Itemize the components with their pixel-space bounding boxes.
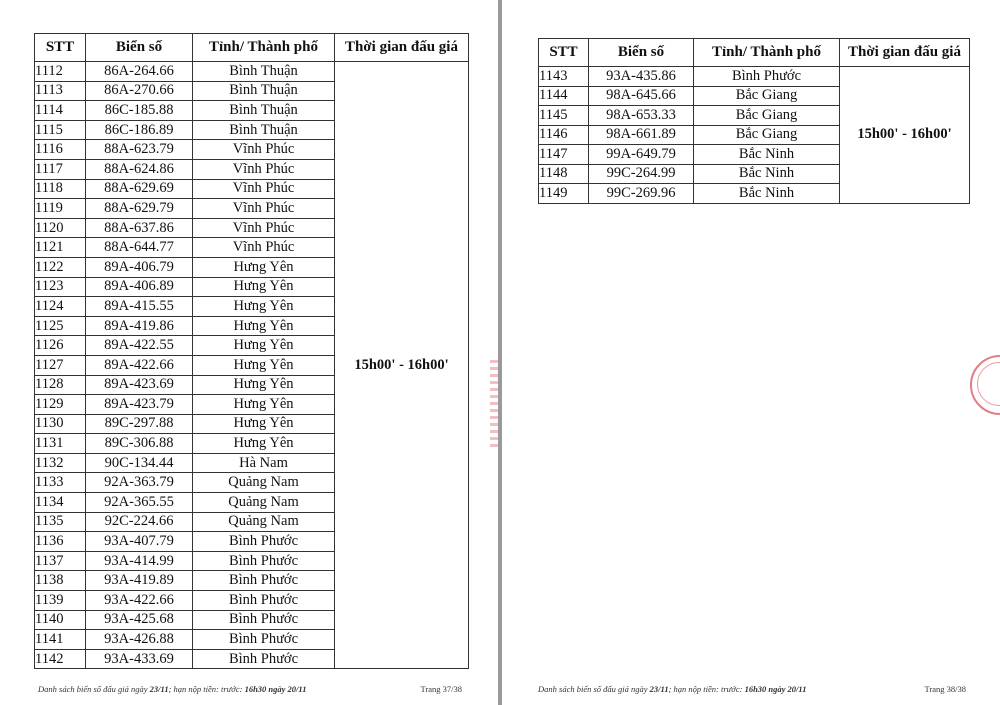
row-province: Bình Thuận	[193, 81, 335, 101]
row-province: Bình Phước	[193, 610, 335, 630]
header-stt: STT	[35, 34, 86, 62]
row-province: Hưng Yên	[193, 277, 335, 297]
row-stt: 1130	[35, 414, 86, 434]
table-header-row	[35, 34, 469, 62]
row-plate: 99C-269.96	[589, 184, 694, 204]
row-province: Bình Thuận	[193, 120, 335, 140]
row-plate: 93A-422.66	[86, 591, 193, 611]
row-stt: 1140	[35, 610, 86, 630]
row-province: Vĩnh Phúc	[193, 159, 335, 179]
row-province: Bình Phước	[193, 551, 335, 571]
row-stt: 1146	[539, 125, 589, 145]
row-stt: 1149	[539, 184, 589, 204]
row-province: Bắc Giang	[694, 125, 840, 145]
table-row	[35, 62, 469, 82]
row-province: Hưng Yên	[193, 375, 335, 395]
footer-note: Danh sách biển số đấu giá ngày 23/11; hạn nộp tiền: trước: 16h30 ngày 20/11	[38, 684, 307, 694]
row-province: Hưng Yên	[193, 355, 335, 375]
row-province: Hưng Yên	[193, 434, 335, 454]
row-stt: 1143	[539, 67, 589, 87]
row-stt: 1148	[539, 164, 589, 184]
row-plate: 93A-425.68	[86, 610, 193, 630]
row-stt: 1136	[35, 532, 86, 552]
row-province: Quảng Nam	[193, 473, 335, 493]
row-plate: 89A-406.79	[86, 257, 193, 277]
row-plate: 89A-422.66	[86, 355, 193, 375]
header-province: Tỉnh/ Thành phố	[193, 34, 335, 62]
row-province: Bình Phước	[193, 649, 335, 669]
row-province: Bắc Ninh	[694, 164, 840, 184]
row-stt: 1112	[35, 62, 86, 82]
row-province: Bình Phước	[694, 67, 840, 87]
row-stt: 1138	[35, 571, 86, 591]
footer-auction-date: 23/11	[649, 684, 669, 694]
row-plate: 92C-224.66	[86, 512, 193, 532]
row-stt: 1117	[35, 159, 86, 179]
plate-table-page-38	[538, 38, 970, 204]
row-plate: 89A-423.79	[86, 395, 193, 415]
row-province: Hưng Yên	[193, 414, 335, 434]
page-number: Trang 37/38	[420, 684, 462, 694]
row-stt: 1131	[35, 434, 86, 454]
row-plate: 99A-649.79	[589, 145, 694, 165]
row-province: Bình Thuận	[193, 101, 335, 121]
row-province: Bình Phước	[193, 630, 335, 650]
document-page-38	[502, 0, 1000, 705]
row-plate: 93A-407.79	[86, 532, 193, 552]
row-stt: 1116	[35, 140, 86, 160]
time-slot-cell: 15h00' - 16h00'	[335, 62, 469, 669]
row-stt: 1119	[35, 199, 86, 219]
row-plate: 89A-419.86	[86, 316, 193, 336]
row-plate: 99C-264.99	[589, 164, 694, 184]
row-plate: 89A-415.55	[86, 297, 193, 317]
page-number: Trang 38/38	[924, 684, 966, 694]
row-stt: 1120	[35, 218, 86, 238]
footer-note-prefix: Danh sách biển số đấu giá ngày	[38, 684, 148, 694]
document-page-37	[0, 0, 498, 705]
header-plate: Biển số	[589, 39, 694, 67]
row-province: Bình Phước	[193, 571, 335, 591]
footer-note-middle: ; hạn nộp tiền: trước	[668, 684, 740, 694]
row-stt: 1137	[35, 551, 86, 571]
row-plate: 88A-629.79	[86, 199, 193, 219]
row-province: Vĩnh Phúc	[193, 140, 335, 160]
row-stt: 1123	[35, 277, 86, 297]
footer-note-middle: ; hạn nộp tiền: trước	[168, 684, 240, 694]
header-plate: Biển số	[86, 34, 193, 62]
row-stt: 1127	[35, 355, 86, 375]
row-stt: 1124	[35, 297, 86, 317]
header-time: Thời gian đấu giá	[335, 34, 469, 62]
row-stt: 1132	[35, 453, 86, 473]
row-plate: 93A-426.88	[86, 630, 193, 650]
row-province: Bắc Ninh	[694, 145, 840, 165]
row-province: Hưng Yên	[193, 297, 335, 317]
header-province: Tỉnh/ Thành phố	[694, 39, 840, 67]
row-plate: 88A-623.79	[86, 140, 193, 160]
row-plate: 86A-264.66	[86, 62, 193, 82]
row-plate: 92A-365.55	[86, 493, 193, 513]
row-stt: 1145	[539, 106, 589, 126]
red-seal-stamp	[968, 355, 1000, 417]
table-header-row	[539, 39, 970, 67]
row-stt: 1122	[35, 257, 86, 277]
row-plate: 88A-629.69	[86, 179, 193, 199]
row-plate: 88A-624.86	[86, 159, 193, 179]
row-stt: 1134	[35, 493, 86, 513]
row-plate: 93A-419.89	[86, 571, 193, 591]
row-plate: 89A-406.89	[86, 277, 193, 297]
row-stt: 1135	[35, 512, 86, 532]
row-province: Bình Phước	[193, 591, 335, 611]
row-province: Quảng Nam	[193, 493, 335, 513]
row-plate: 90C-134.44	[86, 453, 193, 473]
row-stt: 1126	[35, 336, 86, 356]
table-row	[539, 67, 970, 87]
row-province: Hưng Yên	[193, 336, 335, 356]
row-plate: 93A-433.69	[86, 649, 193, 669]
row-plate: 86C-185.88	[86, 101, 193, 121]
row-province: Vĩnh Phúc	[193, 199, 335, 219]
footer-note-prefix: Danh sách biển số đấu giá ngày	[538, 684, 648, 694]
header-stt: STT	[539, 39, 589, 67]
row-province: Bình Phước	[193, 532, 335, 552]
time-slot-cell: 15h00' - 16h00'	[840, 67, 970, 204]
row-plate: 86A-270.66	[86, 81, 193, 101]
row-stt: 1114	[35, 101, 86, 121]
row-province: Quảng Nam	[193, 512, 335, 532]
row-province: Bắc Giang	[694, 86, 840, 106]
header-time: Thời gian đấu giá	[840, 39, 970, 67]
row-province: Hưng Yên	[193, 316, 335, 336]
row-plate: 89A-423.69	[86, 375, 193, 395]
row-province: Vĩnh Phúc	[193, 218, 335, 238]
row-stt: 1133	[35, 473, 86, 493]
row-stt: 1141	[35, 630, 86, 650]
row-stt: 1121	[35, 238, 86, 258]
row-province: Vĩnh Phúc	[193, 179, 335, 199]
row-stt: 1125	[35, 316, 86, 336]
row-plate: 89C-306.88	[86, 434, 193, 454]
row-stt: 1144	[539, 86, 589, 106]
footer-deadline: 16h30 ngày 20/11	[244, 684, 307, 694]
row-stt: 1147	[539, 145, 589, 165]
row-stt: 1113	[35, 81, 86, 101]
row-plate: 86C-186.89	[86, 120, 193, 140]
row-province: Bắc Ninh	[694, 184, 840, 204]
row-stt: 1142	[35, 649, 86, 669]
row-province: Hưng Yên	[193, 395, 335, 415]
row-stt: 1128	[35, 375, 86, 395]
row-province: Hưng Yên	[193, 257, 335, 277]
row-plate: 88A-637.86	[86, 218, 193, 238]
footer-deadline: 16h30 ngày 20/11	[744, 684, 807, 694]
footer-auction-date: 23/11	[149, 684, 169, 694]
row-province: Vĩnh Phúc	[193, 238, 335, 258]
row-plate: 93A-414.99	[86, 551, 193, 571]
row-stt: 1129	[35, 395, 86, 415]
stamp-edge-mark	[490, 360, 498, 450]
row-stt: 1115	[35, 120, 86, 140]
row-plate: 98A-661.89	[589, 125, 694, 145]
row-province: Bắc Giang	[694, 106, 840, 126]
row-plate: 98A-653.33	[589, 106, 694, 126]
row-plate: 93A-435.86	[589, 67, 694, 87]
row-stt: 1139	[35, 591, 86, 611]
row-province: Bình Thuận	[193, 62, 335, 82]
plate-table-page-37	[34, 33, 469, 669]
row-plate: 92A-363.79	[86, 473, 193, 493]
row-province: Hà Nam	[193, 453, 335, 473]
row-plate: 89C-297.88	[86, 414, 193, 434]
row-plate: 98A-645.66	[589, 86, 694, 106]
row-stt: 1118	[35, 179, 86, 199]
row-plate: 89A-422.55	[86, 336, 193, 356]
footer-note: Danh sách biển số đấu giá ngày 23/11; hạn nộp tiền: trước: 16h30 ngày 20/11	[538, 684, 807, 694]
row-plate: 88A-644.77	[86, 238, 193, 258]
